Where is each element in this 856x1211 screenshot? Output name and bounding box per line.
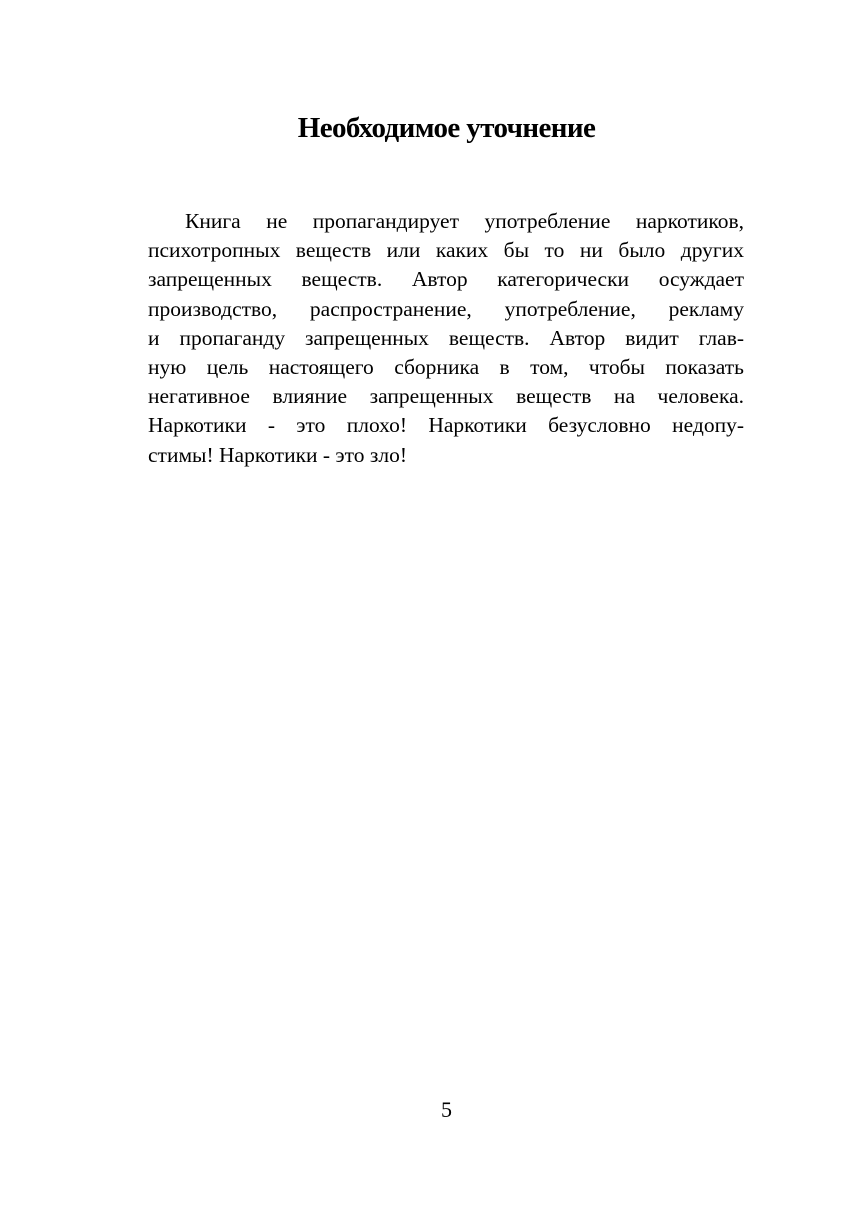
paragraph-line: запрещенных веществ. Автор категорически осуждает xyxy=(148,267,744,292)
paragraph-line: Наркотики - это плохо! Наркотики безусловно недопу- xyxy=(148,413,744,438)
paragraph-line: Книга не пропагандирует употребление наркотиков, xyxy=(185,209,744,233)
paragraph-line: производство, распространение, употребление, рекламу xyxy=(148,296,744,321)
paragraph-line: негативное влияние запрещенных веществ на человека. xyxy=(148,384,744,409)
page-title: Необходимое уточнение xyxy=(297,112,596,144)
page-number: 5 xyxy=(441,1097,452,1122)
paragraph-line: и пропаганду запрещенных веществ. Автор видит глав- xyxy=(148,325,744,350)
paragraph-line: ную цель настоящего сборника в том, чтобы показать xyxy=(148,354,744,379)
paragraph-line: стимы! Наркотики - это зло! xyxy=(148,442,408,467)
paragraph-line: психотропных веществ или каких бы то ни было других xyxy=(148,238,744,263)
body-paragraph xyxy=(148,207,744,470)
